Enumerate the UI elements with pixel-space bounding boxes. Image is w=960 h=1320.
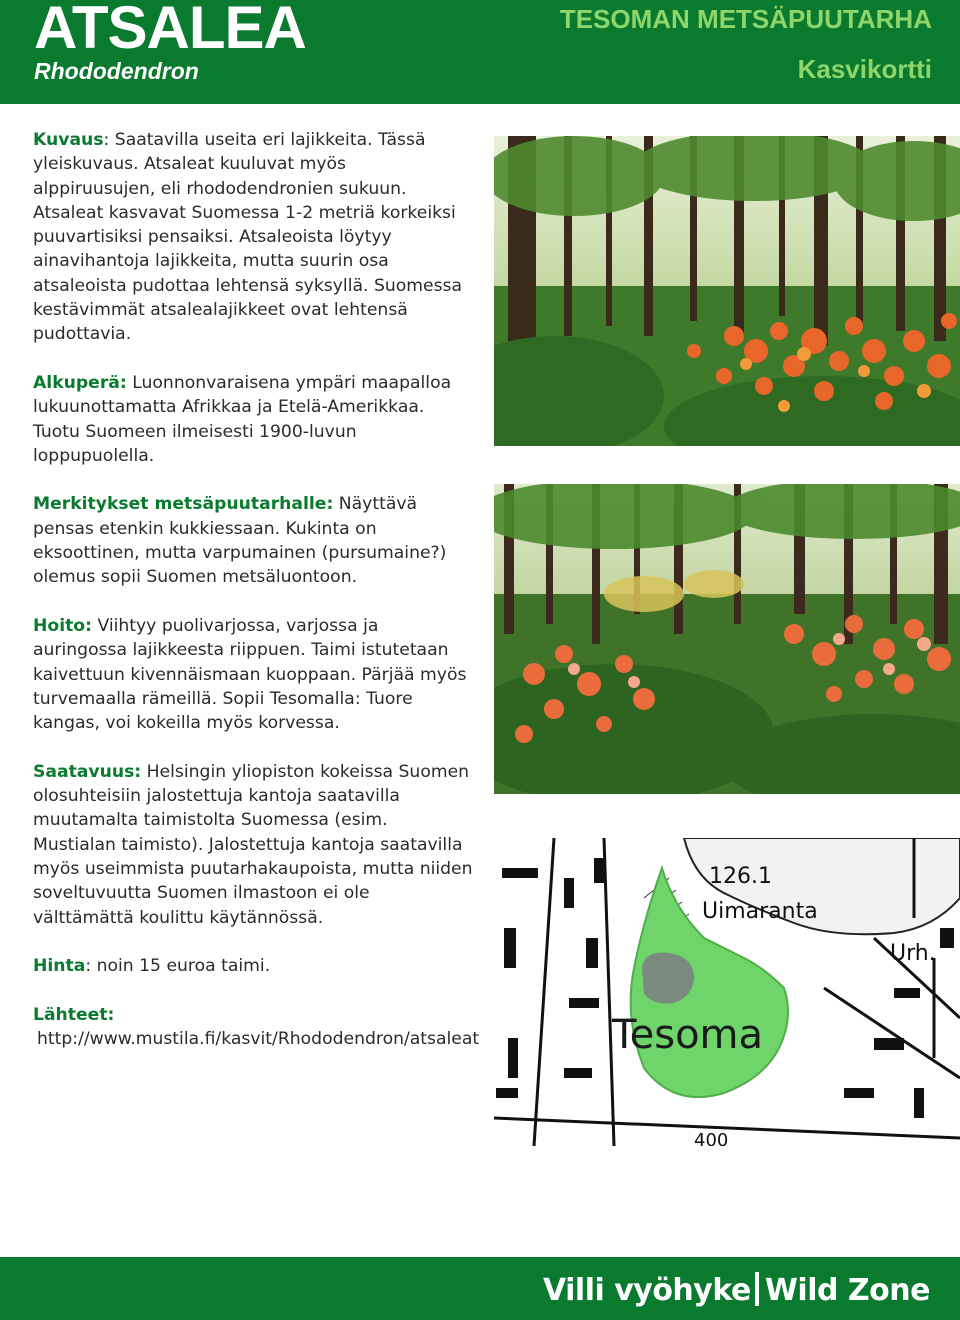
- villi-vyohyke-logo: [543, 1267, 930, 1315]
- section-hinta: [33, 954, 473, 978]
- section-label: Alkuperä:: [33, 372, 127, 393]
- section-text: Luonnonvaraisena ympäri maapalloa lukuunottamatta Afrikkaa ja Etelä-Amerikkaa. Tuotu Suomeen ilmeisesti 1900-luvun loppupuolella.: [33, 372, 452, 466]
- photo-2-illustration: [494, 484, 960, 794]
- azalea-forest-photo-1: [494, 136, 960, 446]
- section-text: Näyttävä pensas etenkin kukkiessaan. Kukinta on eksoottinen, mutta varpumainen (pursumaine?) olemus sopii Suomen metsäluontoon.: [33, 494, 447, 588]
- map-place-tesoma: Tesoma: [612, 1012, 764, 1058]
- section-text: Helsingin yliopiston kokeissa Suomen olosuhteisiin jalostettuja kantoja saatavilla muutamalta taimistolta Suomessa (esim. Mustialan taimisto). Jalostettuja kantoja saatavilla myös useimmista puutarhakaupoista, mutta niiden soveltuvuutta Suomen ilmastoon ei ole välttämättä koulittu käytännössä.: [33, 761, 473, 928]
- map-place-urh: Urh.: [890, 941, 936, 966]
- section-label: Hoito:: [33, 615, 92, 636]
- map-place-uimaranta: Uimaranta: [702, 899, 818, 924]
- card-type: Kasvikortti: [797, 54, 932, 84]
- section-text: Viihtyy puolivarjossa, varjossa ja auringossa lajikkeesta riippuen. Taimi istutetaan kaivettuun kivennäismaan kuoppaan. Pärjää myös turvemaalla rämeillä. Sopii Tesomalla: Tuore kangas, voi kokeilla myös korvessa.: [33, 615, 467, 734]
- footer-bar: [0, 1257, 960, 1320]
- plant-title: ATSALEA: [34, 0, 306, 61]
- section-text: : Saatavilla useita eri lajikkeita. Tässä yleiskuvaus. Atsaleat kuuluvat myös alppiruusujen, eli rhododendronien sukuun. Atsaleat kasvavat Suomessa 1-2 metriä korkeiksi puuvartisiksi pensaiksi. Atsaleoista löytyy ainavihantoja lajikkeita, mutta suurin osa atsaleoista pudottaa lehtensä syksyllä. Suomessa kestävimmät atsalealajikkeet ovat lehtensä pudottavia.: [33, 130, 463, 345]
- logo-right-text: Wild Zone: [764, 1273, 930, 1308]
- section-text: : noin 15 euroa taimi.: [85, 956, 271, 977]
- map-elevation-label: 126.1: [709, 864, 772, 889]
- source-link[interactable]: http://www.mustila.fi/kasvit/Rhododendron/atsaleat: [37, 1028, 480, 1049]
- map-illustration: [494, 838, 960, 1146]
- organization-name: TESOMAN METSÄPUUTARHA: [559, 4, 932, 34]
- section-saatavuus: [33, 760, 473, 930]
- section-kuvaus: [33, 128, 473, 347]
- photo-1-illustration: [494, 136, 960, 446]
- map-road-number: 400: [694, 1130, 729, 1146]
- section-label: Hinta: [33, 956, 86, 977]
- section-lahteet: [33, 1003, 480, 1052]
- header-bar: [0, 0, 960, 104]
- azalea-forest-photo-2: [494, 484, 960, 794]
- section-label: Merkitykset metsäpuutarhalle:: [33, 494, 334, 515]
- section-hoito: [33, 614, 473, 735]
- logo-separator: [755, 1272, 759, 1306]
- section-merkitykset: [33, 492, 473, 589]
- section-label: Saatavuus:: [33, 761, 142, 782]
- logo-left-text: Villi vyöhyke: [542, 1273, 751, 1308]
- plant-latin-name: Rhododendron: [34, 58, 199, 84]
- section-label: Lähteet:: [33, 1004, 115, 1025]
- location-map: [494, 838, 960, 1146]
- description-column: [33, 128, 480, 1076]
- section-alkupera: [33, 371, 473, 468]
- section-label: Kuvaus: [33, 130, 104, 150]
